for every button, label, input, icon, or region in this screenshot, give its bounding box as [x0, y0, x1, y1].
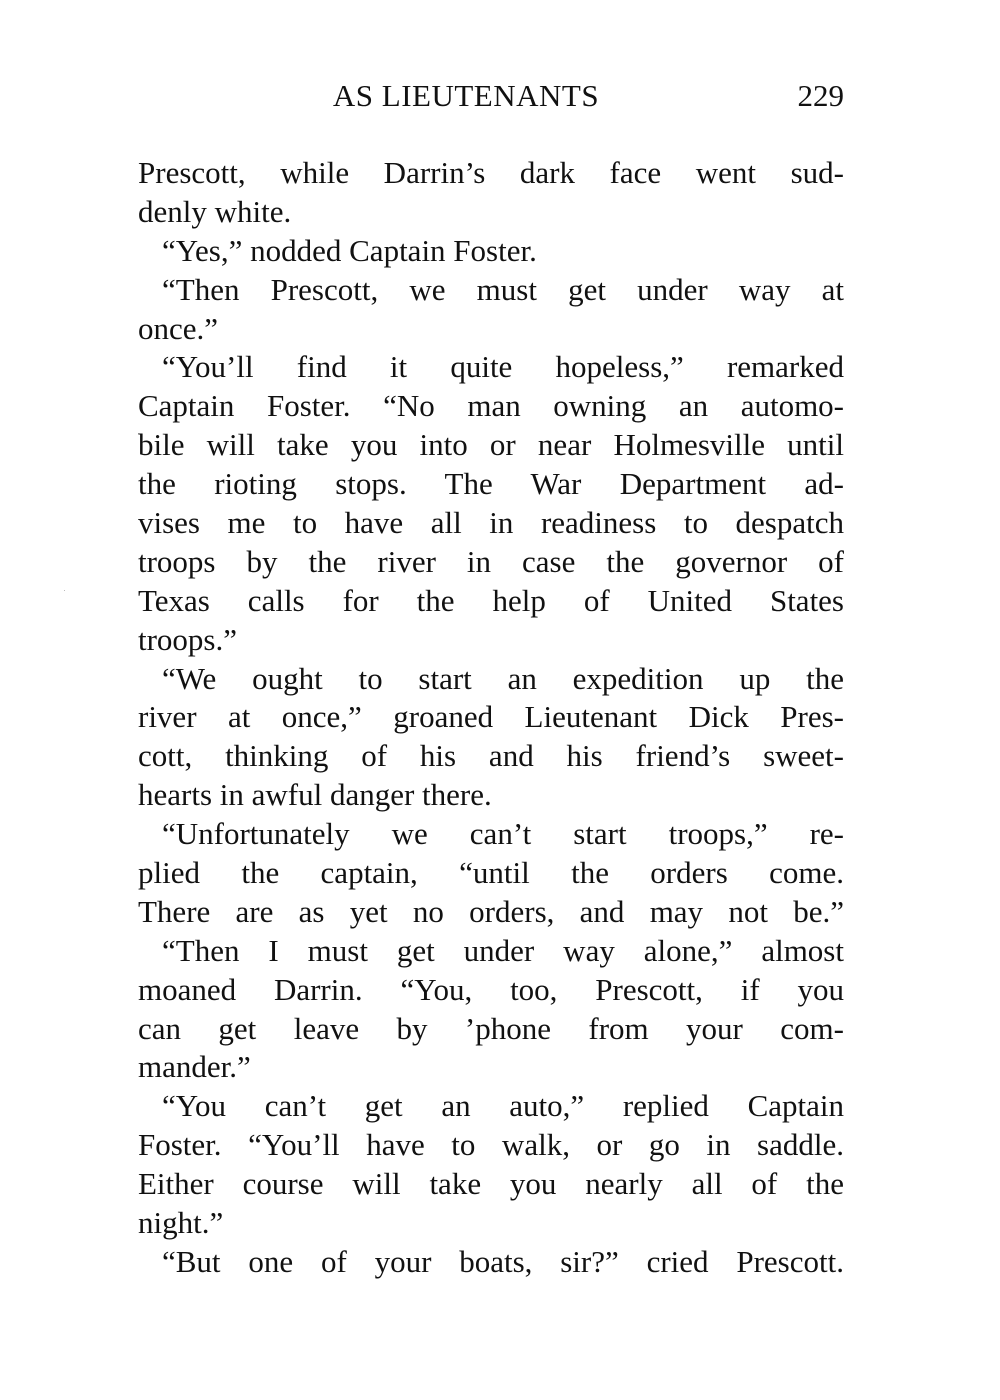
text-line: cott, thinking of his and his friend’s sweet-: [138, 738, 844, 774]
text-line: mander.”: [138, 1049, 251, 1085]
text-line: “Unfortunately we can’t start troops,” re-: [162, 816, 844, 852]
text-line: Prescott, while Darrin’s dark face went sud-: [138, 155, 844, 190]
text-line: Foster. “You’ll have to walk, or go in saddle.: [138, 1127, 844, 1163]
text-line: “You can’t get an auto,” replied Captain: [162, 1088, 844, 1124]
text-line: bile will take you into or near Holmesville until: [138, 427, 844, 463]
text-line: troops.”: [138, 621, 238, 657]
text-line: the rioting stops. The War Department ad-: [138, 466, 844, 502]
text-line: vises me to have all in readiness to despatch: [138, 505, 844, 541]
text-line: night.”: [138, 1205, 224, 1241]
text-line: hearts in awful danger there.: [138, 777, 492, 813]
text-line: moaned Darrin. “You, too, Prescott, if you: [138, 971, 844, 1007]
page-number: 229: [797, 78, 844, 113]
running-head: [138, 76, 844, 116]
text-line: Texas calls for the help of United States: [138, 582, 844, 618]
text-line: plied the captain, “until the orders come.: [138, 855, 844, 891]
text-line: “Then I must get under way alone,” almost: [162, 932, 844, 968]
text-line: once.”: [138, 310, 219, 346]
paper-speck: [64, 590, 65, 591]
text-line: Either course will take you nearly all of the: [138, 1166, 844, 1202]
text-line: “But one of your boats, sir?” cried Prescott.: [162, 1243, 844, 1279]
body-text: [138, 154, 844, 1282]
text-line: Captain Foster. “No man owning an automo-: [138, 388, 844, 424]
text-line: can get leave by ’phone from your com-: [138, 1010, 844, 1046]
text-line: There are as yet no orders, and may not be.”: [138, 893, 844, 929]
text-line: “Then Prescott, we must get under way at: [162, 271, 844, 307]
text-line: “You’ll find it quite hopeless,” remarked: [162, 349, 844, 385]
text-line: troops by the river in case the governor of: [138, 543, 844, 579]
text-line: “We ought to start an expedition up the: [162, 660, 844, 696]
text-line: “Yes,” nodded Captain Foster.: [162, 232, 537, 268]
running-title: AS LIEUTENANTS: [332, 78, 600, 113]
text-line: river at once,” groaned Lieutenant Dick Pres-: [138, 699, 844, 735]
text-line: denly white.: [138, 193, 292, 229]
